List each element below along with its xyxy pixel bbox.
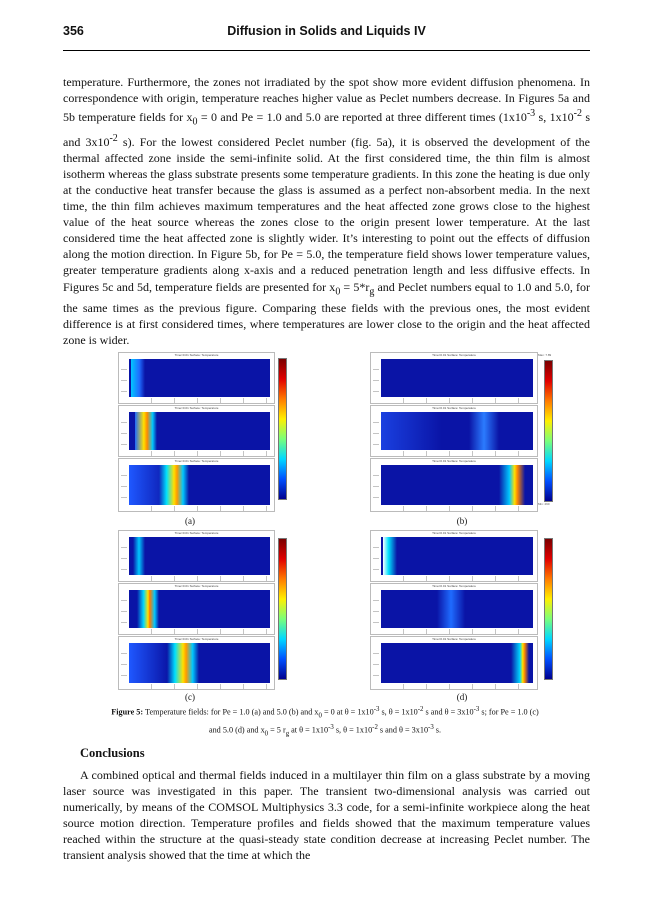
page-number: 356 <box>63 24 84 38</box>
panel-label-d: (d) <box>456 692 468 702</box>
section-title-conclusions: Conclusions <box>80 746 145 760</box>
panel-c <box>118 530 290 690</box>
plot-a-1: Time=0.01 Surface: Temperature <box>118 352 275 404</box>
plot-a-2: Time=0.01 Surface: Temperature <box>118 405 275 457</box>
plot-a-3: Time=0.01 Surface: Temperature <box>118 458 275 512</box>
plot-d-3: Time=0.01 Surface: Temperature <box>370 636 538 690</box>
panel-a <box>118 352 290 512</box>
running-title: Diffusion in Solids and Liquids IV <box>227 24 426 38</box>
plot-c-3: Time=0.01 Surface: Temperature <box>118 636 275 690</box>
panel-label-c: (c) <box>185 692 195 702</box>
colorbar-d <box>544 538 553 680</box>
panel-d <box>370 530 555 690</box>
colorbar-b <box>544 360 553 502</box>
plot-b-3: Time=0.01 Surface: Temperature <box>370 458 538 512</box>
body-paragraph: temperature. Furthermore, the zones not irradiated by the spot show more evident diffusion phenomena. In correspondence with origin, temperature reaches higher value as Peclet numbers decrease. In Figures 5a and 5b temperature fields for $x_0 = 0$ and Pe = 1.0 and 5.0 are reported at three different times ($1x10^{-3}$ s, $1x10^{-2}$ s and $3x10^{-2}$ s). For the lowest considered Peclet number (fig. 5a), it is observed the development of the thermal affected zone inside the semi-infinite solid. At the first considered time, the thin film is almost isotherm whereas the glass substrate presents some temperature gradients. In this zone the heating is due only at the conductive heat transfer because the glass is assumed as a perfect non-absorbent media. In the next time, the thin film achieves maximum temperatures and the heat affected zone grows close to the highest value of the heat source whereas the zones close to the origin present lower temperature. At the last considered time the heat affected zone is slightly wider. It’s interesting to point out the effects of diffusion along the motion direction. In Figure 5b, for Pe = 5.0, the temperature field shows lower temperature values, greater temperature gradients along x-axis and a reduced penetration length and less diffusive effects. In Figures 5c and 5d, temperature fields are presented for $x_0 = 5*r_g$ and Peclet numbers equal to 1.0 and 5.0, for the same times as the previous figure. Comparing these fields with the previous ones, the most evident difference is at first considered times, where temperatures are lower close to the origin and the heat affected zone is wider. <box>63 75 591 348</box>
panel-b: Time=0.01 Surface: Temperature Time=0.01 Surface: Temperature Time=0.01 Surface: Temperature Max: 7.89 Min: 290 <box>370 352 555 512</box>
plot-c-2: Time=0.01 Surface: Temperature <box>118 583 275 635</box>
plot-b-2: Time=0.01 Surface: Temperature <box>370 405 538 457</box>
plot-c-1: Time=0.01 Surface: Temperature <box>118 530 275 582</box>
panel-label-a: (a) <box>185 516 195 526</box>
plot-b-1: Time=0.01 Surface: Temperature <box>370 352 538 404</box>
figure-caption: Figure 5: Temperature fields: for Pe = 1.0 (a) and 5.0 (b) and $x_0 = 0$ at $\theta = 1x10^{-3}$ s, $\theta = 1x10^{-2}$ s and $\theta = 3x10^{-3}$ s; for Pe = 1.0 (c) and 5.0 (d) and $x_0 = 5$ $r_g$ at $\theta = 1x10^{-3}$ s, $\theta = 1x10^{-2}$ s and $\theta = 3x10^{-3}$ s. <box>111 706 539 738</box>
conclusions-paragraph: A combined optical and thermal fields induced in a multilayer thin film on a glass substrate by a moving laser source was investigated in this paper. The transient two-dimensional analysis was carried out numerically, by means of the COMSOL Multiphysics 3.3 code, for a semi-infinite workpiece along the heat source motion direction. Temperature profiles and fields showed that the maximum temperature values reached within the structure at the quasi-steady state condition decrease at increasing Peclet number. The transient analysis showed that the time at which the <box>63 768 590 863</box>
colorbar-c <box>278 538 287 680</box>
panel-label-b: (b) <box>456 516 468 526</box>
plot-d-1: Time=0.01 Surface: Temperature <box>370 530 538 582</box>
plot-d-2: Time=0.01 Surface: Temperature <box>370 583 538 635</box>
colorbar-a <box>278 358 287 500</box>
